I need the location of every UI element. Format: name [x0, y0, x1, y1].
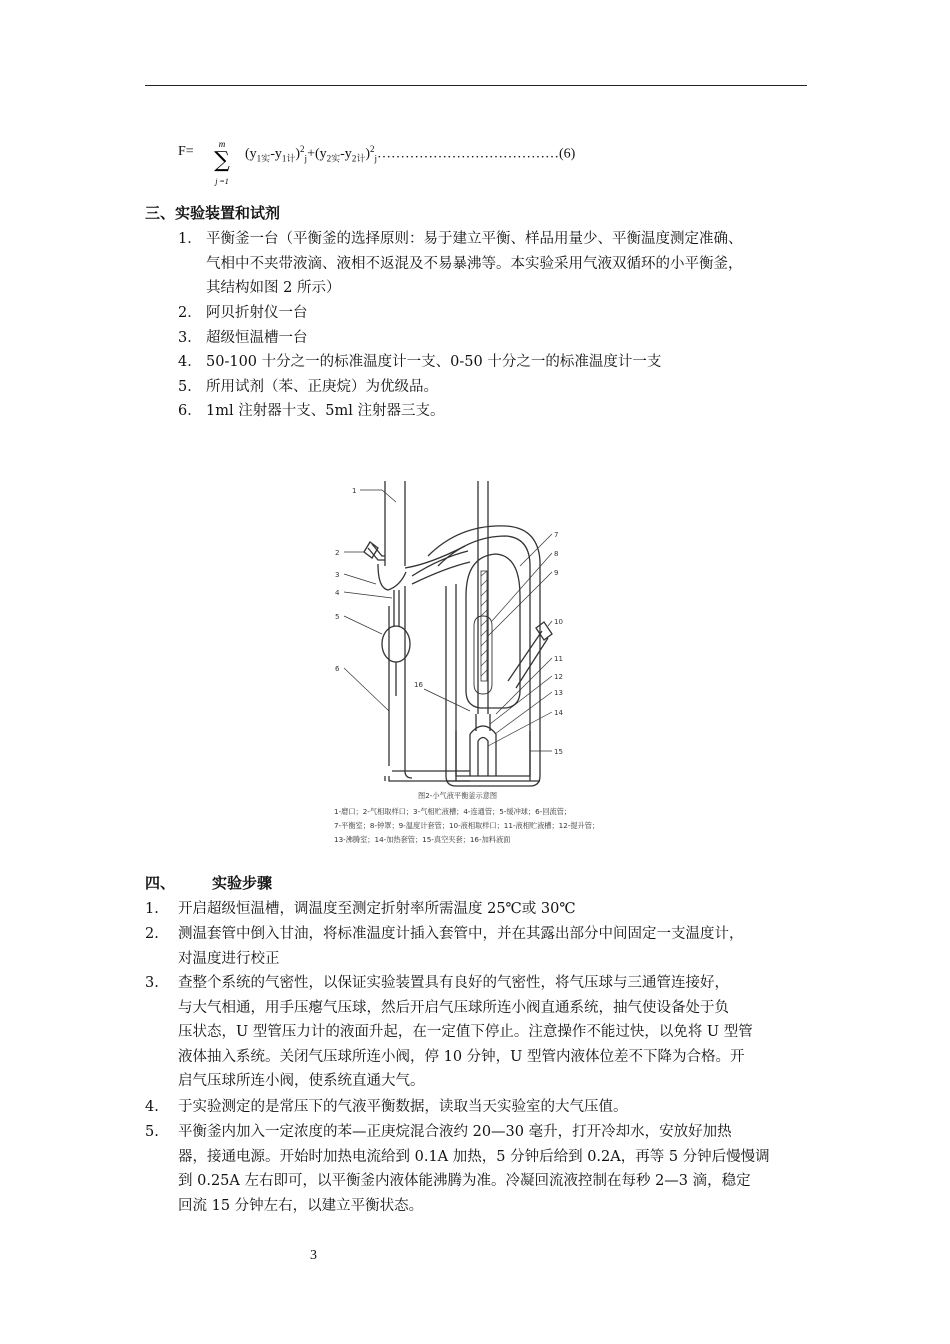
sum-lower: j =1 [215, 177, 229, 186]
list-item: 6． 1ml 注射器十支、5ml 注射器三支。 [178, 403, 445, 419]
section3-title: 三、实验装置和试剂 [145, 204, 281, 222]
list-item: 5． 所用试剂（苯、正庚烷）为优级品。 [178, 379, 438, 395]
equilibrium-still-diagram [330, 476, 650, 856]
formula-6 [178, 138, 778, 188]
fig-label-15: 15 [554, 748, 563, 756]
fig-label-16: 16 [414, 681, 423, 689]
figure-legend-line: 7-平衡室；8-钟罩；9-温度计套管；10-液相取样口；11-液相贮液槽；12-提升管； [334, 821, 600, 830]
list-item: 1． 平衡釜一台（平衡釜的选择原则：易于建立平衡、样品用量少、平衡温度测定准确、 气相中不夹带液滴、液相不返混及不易暴沸等。本实验采用气液双循环的小平衡釜， 其结构如图 2 所示） [178, 231, 743, 297]
svg-text:∑: ∑ [214, 148, 230, 173]
figure-legend-line: 1-磨口；2-气相取样口；3-气相贮液槽；4-连通管；5-缓冲球；6-回流管； [334, 807, 572, 816]
fig-label-8: 8 [554, 550, 559, 558]
list-item: 3. 查整个系统的气密性，以保证实验装置具有良好的气密性，将气压球与三通管连接好， 与大气相通，用手压瘪气压球，然后开启气压球所连小阀直通系统，抽气使设备处于负 压状态，U 型管压力计的液面升起，在一定值下停止。注意操作不能过快，以免将 U 型管 液体抽入系统。关闭气压球所连小阀，停 10 分钟，U 型管内液体位差不下降为合格。开 启气压球所连小阀，使系统直通大气。 [145, 975, 753, 1090]
fig-label-5: 5 [335, 613, 340, 621]
section4-title: 实验步骤 [212, 874, 273, 892]
fig-label-12: 12 [554, 673, 563, 681]
fig-label-13: 13 [554, 689, 563, 697]
fig-label-9: 9 [554, 569, 559, 577]
sum-upper: m [218, 139, 226, 149]
list-item: 1. 开启超级恒温槽，调温度至测定折射率所需温度 25℃或 30℃ [145, 901, 576, 917]
fig-label-14: 14 [554, 709, 563, 717]
fig-label-2: 2 [335, 549, 340, 557]
fig-label-7: 7 [554, 531, 559, 539]
list-item: 3． 超级恒温槽一台 [178, 330, 308, 346]
fig-label-6: 6 [335, 665, 340, 673]
fig-label-11: 11 [554, 655, 563, 663]
fig-label-4: 4 [335, 589, 340, 597]
figure-caption-title: 图2-小气液平衡釜示意图 [418, 791, 498, 800]
page-number: 3 [310, 1248, 317, 1263]
list-item: 4. 于实验测定的是常压下的气液平衡数据，读取当天实验室的大气压值。 [145, 1099, 628, 1115]
fig-label-3: 3 [335, 571, 340, 579]
list-item: 5. 平衡釜内加入一定浓度的苯—正庚烷混合液约 20—30 毫升，打开冷却水，安放好加热 器，接通电源。开始时加热电流给到 0.1A 加热，5 分钟后给到 0.2A，再等 5 分钟后慢慢调 到 0.25A 左右即可，以平衡釜内液体能沸腾为准。冷凝回流液控制在每秒 2—3 滴，稳定 回流 15 分钟左右，以建立平衡状态。 [145, 1124, 770, 1214]
formula-lhs: F= [178, 144, 194, 159]
formula-body: $(y_{1实}-y_{1计})^2_j+(y_{2实}-y_{2计})^2_j\dots\dots\dots\dots\dots\dots\dots\dots\dots\dots\dots\dots\dots(6)$ [245, 144, 576, 164]
section4-title-number: 四、 [145, 874, 176, 892]
list-item: 2． 阿贝折射仪一台 [178, 305, 308, 321]
summation-icon [208, 138, 238, 188]
list-item: 2. 测温套管中倒入甘油，将标准温度计插入套管中，并在其露出部分中间固定一支温度计， 对温度进行校正 [145, 926, 744, 967]
header-rule [145, 85, 807, 86]
fig-label-10: 10 [554, 618, 563, 626]
list-item: 4． 50-100 十分之一的标准温度计一支、0-50 十分之一的标准温度计一支 [178, 354, 662, 370]
fig-label-1: 1 [352, 487, 357, 495]
figure-legend-line: 13-沸腾室；14-加热套管；15-真空夹套；16-加料液面 [334, 835, 511, 844]
